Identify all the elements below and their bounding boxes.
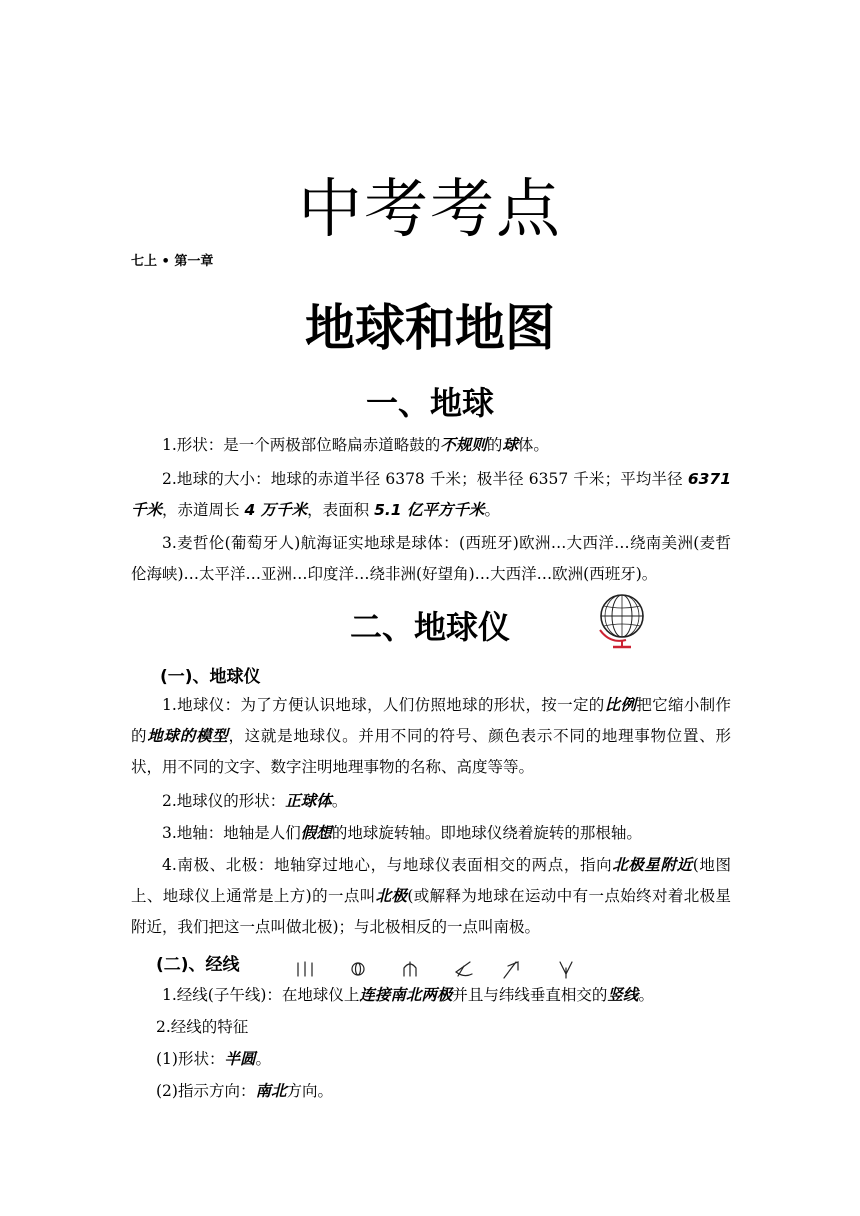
subsection-title-globe: (一)、地球仪 — [160, 667, 261, 687]
text: 1.地球仪：为了方便认识地球，人们仿照地球的形状，按一定的 — [162, 696, 605, 714]
paragraph-shape — [131, 430, 731, 461]
key-term: 地球的模型 — [147, 727, 229, 745]
text: 4.南极、北极：地轴穿过地心，与地球仪表面相交的两点，指向 — [162, 856, 613, 874]
text: 体。 — [517, 436, 549, 454]
text: 2.地球的大小：地球的赤道半径 6378 千米；极半径 6357 千米；平均半径 — [162, 470, 688, 488]
text: 的地球旋转轴。即地球仪绕着旋转的那根轴。 — [331, 824, 642, 842]
text: 把它缩小制作的 — [131, 696, 731, 745]
key-term: 6371 千米 — [131, 470, 731, 519]
key-term: 半圆 — [224, 1050, 256, 1068]
text: 。 — [255, 1050, 271, 1068]
text: 方向。 — [286, 1082, 333, 1100]
text: 。 — [638, 986, 654, 1004]
text: 1.形状：是一个两极部位略扁赤道略鼓的 — [162, 436, 441, 454]
paragraph-meridian-definition — [131, 980, 731, 1011]
text: 的 — [486, 436, 503, 454]
paragraph-meridian-shape — [156, 1044, 731, 1075]
key-term: 4 万千米 — [244, 501, 308, 519]
text: ，表面积 — [307, 501, 375, 519]
key-term: 竖线 — [607, 986, 639, 1004]
key-term: 不规则 — [440, 436, 487, 454]
section-title-earth: 一、地球 — [365, 384, 494, 422]
main-title: 中考考点 — [298, 173, 562, 247]
text: (地图上、地球仪上通常是上方)的一点叫 — [131, 856, 731, 905]
paragraph-axis — [131, 818, 731, 849]
key-term: 北极星附近 — [612, 856, 693, 874]
key-term: 假想 — [300, 824, 332, 842]
subsection-title-meridian: (二)、经线 — [156, 955, 240, 975]
text: (2)指示方向： — [156, 1082, 256, 1100]
key-term: 北极 — [375, 887, 408, 905]
key-term: 南北 — [255, 1082, 287, 1100]
key-term: 球 — [502, 436, 518, 454]
text: (或解释为地球在运动中有一点始终对着北极星附近，我们把这一点叫做北极)；与北极相反的一点叫南极。 — [131, 887, 731, 936]
text: ，赤道周长 — [162, 501, 245, 519]
text: 3.地轴：地轴是人们 — [162, 824, 301, 842]
chapter-tag: 七上 • 第一章 — [131, 254, 214, 269]
paragraph-meridian-features: 2.经线的特征 — [156, 1018, 249, 1036]
text: 1.经线(子午线)：在地球仪上 — [162, 986, 360, 1004]
paragraph-magellan: 3.麦哲伦(葡萄牙人)航海证实地球是球体：(西班牙)欧洲…大西洋…绕南美洲(麦哲伦海峡)…太平洋…亚洲…印度洋…绕非洲(好望角)…大西洋…欧洲(西班牙)。 — [131, 534, 731, 583]
text: 。 — [484, 501, 500, 519]
text: ，这就是地球仪。并用不同的符号、颜色表示不同的地理事物位置、形状，用不同的文字、数字注明地理事物的名称、高度等等。 — [131, 727, 731, 776]
key-term: 5.1 亿平方千米 — [374, 501, 485, 519]
paragraph-size — [131, 464, 731, 526]
text: 2.地球仪的形状： — [162, 792, 286, 810]
paragraph-poles — [131, 850, 731, 943]
section-title-globe: 二、地球仪 — [349, 608, 510, 646]
paragraph-meridian-direction — [156, 1076, 731, 1107]
chapter-title: 地球和地图 — [305, 299, 555, 357]
key-term: 比例 — [604, 696, 637, 714]
key-term: 连接南北两极 — [359, 986, 453, 1004]
globe-icon — [596, 592, 648, 650]
text: (1)形状： — [156, 1050, 225, 1068]
key-term: 正球体 — [285, 792, 332, 810]
text: 。 — [331, 792, 348, 810]
paragraph-globe-definition — [131, 690, 731, 783]
paragraph-globe-shape — [131, 786, 731, 817]
handwritten-strokes — [292, 958, 582, 980]
text: 并且与纬线垂直相交的 — [452, 986, 608, 1004]
